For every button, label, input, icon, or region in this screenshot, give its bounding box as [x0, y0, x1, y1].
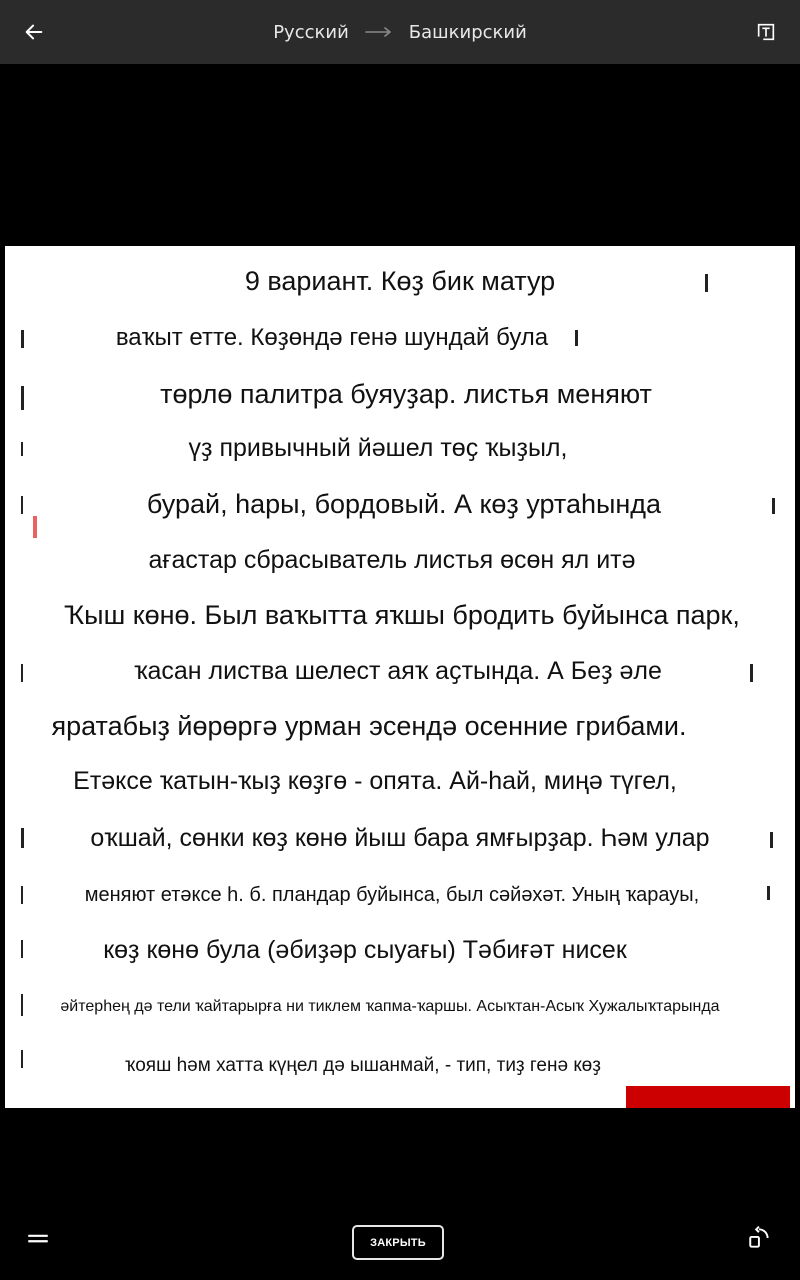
scan-mark	[21, 994, 23, 1016]
document-line-15: ҡояш һәм хатта күңел дә ышанмай, - тип, тиҙ генә көҙ	[125, 1055, 601, 1076]
scan-mark	[21, 496, 23, 514]
scan-mark	[21, 940, 23, 958]
document-line-7: Ҡыш көнө. Был ваҡытта яҡшы бродить буйынса парк,	[64, 600, 740, 630]
document-line-5: бурай, һары, бордовый. А көҙ уртаһында	[146, 489, 662, 519]
document-line-6: ағастар сбрасыватель листья өсөн ял итә	[148, 546, 636, 574]
document-line-4: үҙ привычный йәшел төҫ ҡыҙыл,	[188, 434, 568, 462]
scanned-document	[5, 246, 795, 1108]
document-line-13: көҙ көнө була (әбиҙәр сыуағы) Тәбиғәт нисек	[103, 936, 627, 964]
scan-mark	[21, 886, 23, 904]
scan-mark	[770, 832, 773, 848]
top-bar	[0, 0, 800, 64]
arrow-right-icon	[365, 26, 393, 38]
text-mode-button[interactable]	[748, 14, 784, 50]
red-corner-patch	[626, 1086, 790, 1108]
scan-mark	[21, 442, 23, 456]
source-language[interactable]: Русский	[273, 21, 349, 43]
document-line-1: 9 вариант. Көҙ бик матур	[244, 266, 556, 296]
rotate-icon	[747, 1225, 773, 1251]
document-line-2: ваҡыт етте. Көҙөндә генә шундай була	[115, 324, 549, 351]
scan-mark	[705, 274, 708, 292]
document-line-8: ҡасан листва шелест аяҡ аҫтында. А Беҙ әле	[134, 657, 662, 685]
menu-button[interactable]	[22, 1222, 54, 1254]
document-line-3: төрлө палитра буяуҙар. листья меняют	[160, 379, 652, 409]
close-button[interactable]: ЗАКРЫТЬ	[352, 1225, 444, 1260]
document-line-14: әйтерһең дә тели ҡайтарырға ни тиклем ҡапма-ҡаршы. Асыҡтан-Асыҡ Хужалыҡтарында	[60, 998, 720, 1015]
document-line-11: оҡшай, сөнки көҙ көнө йыш бара ямғырҙар. Һәм улар	[90, 824, 710, 852]
document-line-12: меняют етәксе һ. б. пландар буйынса, был сәйәхәт. Уның ҡарауы,	[84, 884, 700, 906]
scan-mark	[772, 498, 775, 514]
document-line-9: яратабыҙ йөрөргә урман эсендә осенние грибами.	[51, 711, 687, 741]
scan-mark	[750, 664, 753, 682]
target-language[interactable]: Башкирский	[408, 21, 527, 43]
scan-mark	[21, 386, 24, 410]
rotate-button[interactable]	[744, 1222, 776, 1254]
scan-mark	[575, 330, 578, 346]
scan-mark	[21, 664, 23, 682]
scan-mark	[21, 828, 24, 848]
language-pair	[0, 0, 800, 64]
text-overlay-icon	[755, 21, 777, 43]
scan-mark	[767, 886, 770, 900]
scan-mark	[21, 1050, 23, 1068]
document-line-10: Етәксе ҡатын-ҡыҙ көҙгө - опята. Ай-һай, миңә түгел,	[73, 767, 677, 795]
menu-icon	[25, 1225, 51, 1251]
scan-mark	[21, 330, 24, 348]
